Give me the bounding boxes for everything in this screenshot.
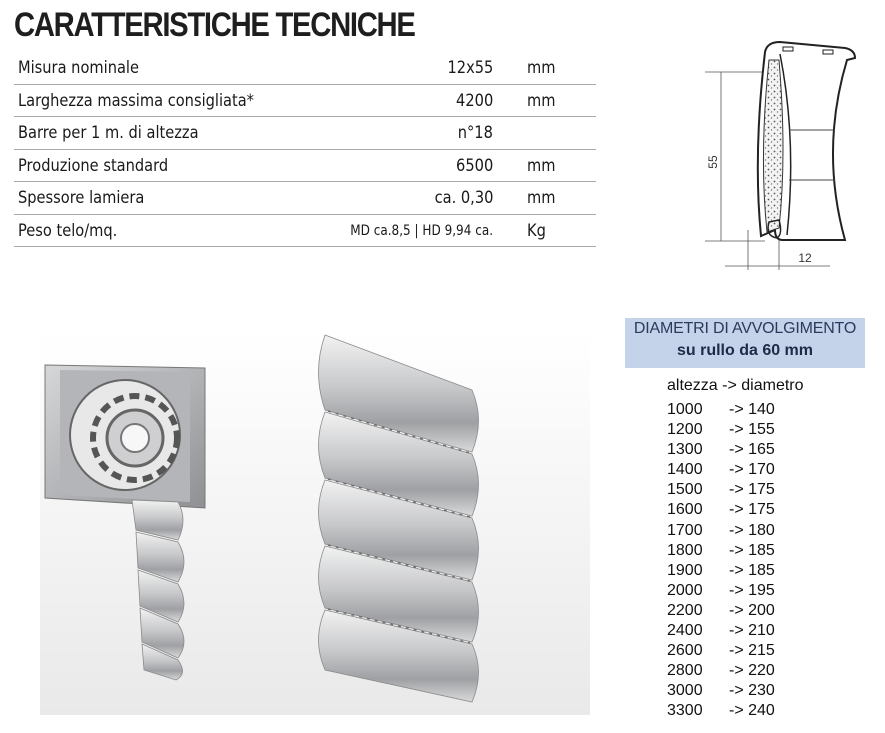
diameter-value: -> 200 bbox=[729, 601, 775, 619]
spec-unit: mm bbox=[527, 90, 556, 111]
spec-value: ca. 0,30 bbox=[434, 188, 493, 208]
diameter-value: -> 155 bbox=[729, 421, 775, 439]
spec-unit: mm bbox=[527, 58, 556, 78]
height-value: 1200 bbox=[667, 421, 703, 439]
diameters-list bbox=[667, 377, 804, 723]
spec-value: 12x55 bbox=[447, 58, 493, 78]
list-item bbox=[667, 461, 804, 481]
width-dimension-label: 12 bbox=[798, 251, 812, 265]
list-item bbox=[667, 421, 804, 441]
diameter-value: -> 210 bbox=[729, 622, 775, 640]
diameters-title: DIAMETRI DI AVVOLGIMENTO bbox=[633, 320, 857, 337]
spec-value: 4200 bbox=[455, 90, 493, 111]
spec-row bbox=[14, 150, 596, 183]
diameter-value: -> 175 bbox=[729, 481, 775, 499]
spec-row bbox=[14, 182, 596, 215]
spec-label: Barre per 1 m. di altezza bbox=[18, 123, 199, 143]
diameter-value: -> 165 bbox=[729, 441, 775, 459]
spec-label: Spessore lamiera bbox=[18, 188, 145, 208]
list-item bbox=[667, 481, 804, 501]
list-item bbox=[667, 622, 804, 642]
spec-row bbox=[14, 52, 596, 85]
specs-table bbox=[14, 52, 596, 247]
spec-row bbox=[14, 85, 596, 118]
diameters-column-header: altezza -> diametro bbox=[667, 377, 804, 394]
diameter-value: -> 195 bbox=[729, 581, 775, 599]
diameter-value: -> 170 bbox=[729, 461, 775, 479]
list-item bbox=[667, 501, 804, 521]
spec-unit: mm bbox=[527, 155, 556, 176]
diameters-subtitle: su rullo da 60 mm bbox=[676, 342, 814, 359]
spec-label: Misura nominale bbox=[18, 58, 139, 78]
list-item bbox=[667, 542, 804, 562]
spec-value: n°18 bbox=[457, 123, 493, 143]
diameter-value: -> 175 bbox=[729, 501, 775, 519]
spec-label: Produzione standard bbox=[18, 155, 169, 176]
diameter-value: -> 240 bbox=[729, 702, 775, 720]
spec-value: MD ca.8,5 | HD 9,94 ca. bbox=[350, 222, 493, 239]
height-value: 1700 bbox=[667, 521, 703, 539]
list-item bbox=[667, 522, 804, 542]
list-item bbox=[667, 441, 804, 461]
list-item bbox=[667, 642, 804, 662]
height-value: 2000 bbox=[667, 581, 703, 599]
height-value: 2600 bbox=[667, 642, 703, 660]
spec-row bbox=[14, 117, 596, 150]
height-value: 2200 bbox=[667, 601, 703, 619]
height-dimension-label: 55 bbox=[706, 155, 720, 169]
height-value: 2400 bbox=[667, 622, 703, 640]
list-item bbox=[667, 401, 804, 421]
spec-label: Peso telo/mq. bbox=[18, 220, 118, 241]
diameter-value: -> 180 bbox=[729, 521, 775, 539]
list-item bbox=[667, 702, 804, 722]
height-value: 1000 bbox=[667, 401, 703, 418]
diameter-value: -> 185 bbox=[729, 541, 775, 559]
list-item bbox=[667, 562, 804, 582]
height-value: 1500 bbox=[667, 481, 703, 499]
spec-row bbox=[14, 215, 596, 248]
height-value: 2800 bbox=[667, 662, 703, 680]
slat-profile-drawing bbox=[695, 30, 885, 280]
list-item bbox=[667, 662, 804, 682]
list-item bbox=[667, 582, 804, 602]
page-title: CARATTERISTICHE TECNICHE bbox=[14, 6, 415, 44]
height-value: 1900 bbox=[667, 561, 703, 579]
height-value: 1600 bbox=[667, 501, 703, 519]
spec-unit: Kg bbox=[527, 220, 546, 241]
shutter-photo bbox=[40, 330, 590, 715]
spec-value: 6500 bbox=[455, 155, 493, 176]
list-item bbox=[667, 682, 804, 702]
diameter-value: -> 230 bbox=[729, 682, 775, 700]
diameter-value: -> 220 bbox=[729, 662, 775, 680]
diameter-value: -> 185 bbox=[729, 561, 775, 579]
spec-label: Larghezza massima consigliata* bbox=[18, 90, 255, 111]
spec-unit: mm bbox=[527, 188, 556, 208]
diameter-value: -> 140 bbox=[729, 401, 775, 418]
height-value: 1300 bbox=[667, 441, 703, 459]
height-value: 3300 bbox=[667, 702, 703, 720]
list-item bbox=[667, 602, 804, 622]
height-value: 1400 bbox=[667, 461, 703, 479]
diameter-value: -> 215 bbox=[729, 642, 775, 660]
height-value: 1800 bbox=[667, 541, 703, 559]
diameters-header bbox=[625, 318, 865, 368]
height-value: 3000 bbox=[667, 682, 703, 700]
